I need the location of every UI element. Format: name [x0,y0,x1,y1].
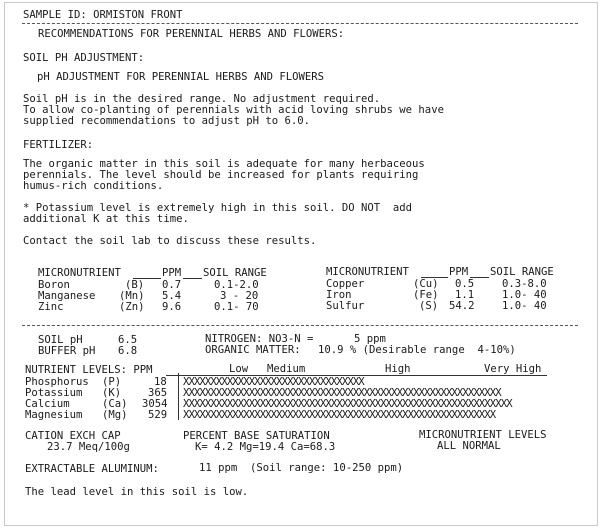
potassium-line-2: additional K at this time. [23,213,189,225]
micronutrient-levels-value: ALL NORMAL [437,440,501,452]
micro-row-symbol: (Mn) [119,290,145,302]
recommendations-title: RECOMMENDATIONS FOR PERENNIAL HERBS AND FLOWERS: [38,28,345,40]
micro-row-range: 1.0- 40 [502,300,547,312]
nutrient-levels-header: NUTRIENT LEVELS: PPM [25,364,153,376]
micro-row-ppm: 5.4 [162,290,182,302]
nutrient-row-name: Phosphorus [25,376,89,388]
nitrogen-label: NITROGEN: NO3-N = [205,333,314,345]
nutrient-row-name: Calcium [25,398,70,410]
micro-range-header-right: SOIL RANGE [490,266,554,278]
micro-row-name: Boron [38,279,70,291]
micro-row-name: Sulfur [326,300,365,312]
scale-high: High [385,363,411,375]
potassium-line-1: * Potassium level is extremely high in this soil. DO NOT add [23,202,413,214]
soil-ph-adjustment-heading: SOIL PH ADJUSTMENT: [23,52,145,64]
nutrient-row-symbol: (Mg) [102,409,128,421]
micro-row-ppm: 0.5 [455,278,475,290]
cation-exch-value: 23.7 Meq/100g [47,441,130,453]
micro-row-range: 0.3-8.0 [502,278,547,290]
nutrient-level-bar: XXXXXXXXXXXXXXXXXXXXXXXXXXXXXXXXX [183,376,364,388]
cation-exch-label: CATION EXCH CAP [25,430,121,442]
scale-low: Low [229,363,249,375]
micro-row-name: Manganese [38,290,96,302]
ph-adjustment-subheading: pH ADJUSTMENT FOR PERENNIAL HERBS AND FLOWERS [37,71,325,83]
nutrient-row-name: Potassium [25,387,83,399]
micro-header-left: MICRONUTRIENT [38,267,121,279]
organic-line-3: humus-rich conditions. [23,180,164,192]
micro-row-range: 3 - 20 [220,290,259,302]
nutrient-row-symbol: (Ca) [102,398,128,410]
micro-row-name: Zinc [38,301,64,313]
micro-row-ppm: 54.2 [449,300,475,312]
micro-row-ppm: 9.6 [162,301,182,313]
nutrient-row-name: Magnesium [25,409,83,421]
nutrient-level-bar: XXXXXXXXXXXXXXXXXXXXXXXXXXXXXXXXXXXXXXXXXXXXXXXXXXXXXXXXXXXX [183,398,512,410]
micro-ppm-header-left: PPM [162,267,182,279]
organic-matter-value: 10.9 % (Desirable range 4-10%) [318,344,516,356]
soil-ph-value: 6.5 [118,334,138,346]
nitrogen-value: 5 ppm [354,333,386,345]
scale-medium: Medium [267,363,306,375]
nutrient-row-ppm: 18 [154,376,167,388]
soil-ph-label: SOIL pH [38,334,83,346]
nutrient-level-bar: XXXXXXXXXXXXXXXXXXXXXXXXXXXXXXXXXXXXXXXXXXXXXXXXXXXXXXXXX [183,409,496,421]
micro-range-header-left: SOIL RANGE [203,267,267,279]
organic-line-2: perennials. The level should be increased for plants requiring [23,169,419,181]
micro-ppm-header-right: PPM [449,266,469,278]
level-axis-bar [178,373,179,420]
nutrient-row-ppm: 365 [148,387,168,399]
nutrient-level-bar: XXXXXXXXXXXXXXXXXXXXXXXXXXXXXXXXXXXXXXXXXXXXXXXXXXXXXXXXXX [183,387,501,399]
aluminum-value: 11 ppm (Soil range: 10-250 ppm) [199,462,404,474]
fertilizer-heading: FERTILIZER: [23,139,94,151]
nutrient-row-symbol: (K) [102,387,122,399]
ph-line-1: Soil pH is in the desired range. No adjustment required. [23,93,381,105]
nutrient-row-ppm: 3054 [142,398,168,410]
base-saturation-value: K= 4.2 Mg=19.4 Ca=68.3 [195,441,336,453]
ph-line-3: supplied recommendations to adjust pH to 6.0. [23,115,311,127]
organic-matter-label: ORGANIC MATTER: [205,344,301,356]
lead-line: The lead level in this soil is low. [25,486,249,498]
contact-line: Contact the soil lab to discuss these results. [23,235,317,247]
nutrient-row-ppm: 529 [148,409,168,421]
micro-header-right: MICRONUTRIENT [326,266,409,278]
sample-id: SAMPLE ID: ORMISTON FRONT [23,9,183,21]
ph-line-2: To allow co-planting of perennials with acid loving shrubs we have [23,104,444,116]
micro-row-ppm: 1.1 [455,289,475,301]
nutrient-row-symbol: (P) [102,376,122,388]
micro-row-range: 1.0- 40 [502,289,547,301]
aluminum-label: EXTRACTABLE ALUMINUM: [25,463,159,475]
micro-row-symbol: (Fe) [413,289,439,301]
top-rule [22,23,578,24]
organic-line-1: The organic matter in this soil is adequate for many herbaceous [23,158,425,170]
micro-row-ppm: 0.7 [162,279,182,291]
buffer-ph-label: BUFFER pH [38,345,96,357]
micro-row-symbol: (Zn) [119,301,145,313]
micro-row-symbol: (B) [125,279,145,291]
buffer-ph-value: 6.8 [118,345,138,357]
scale-very-high: Very High [484,363,542,375]
micro-row-name: Copper [326,278,365,290]
micro-row-range: 0.1-2.0 [214,279,259,291]
micronutrient-levels-label: MICRONUTRIENT LEVELS [419,429,547,441]
micro-row-symbol: (S) [419,300,439,312]
micro-row-name: Iron [326,289,352,301]
micro-row-symbol: (Cu) [413,278,439,290]
micro-header-underline-left-2 [183,278,202,279]
mid-rule [22,325,578,326]
micro-row-range: 0.1- 70 [214,301,259,313]
base-saturation-label: PERCENT BASE SATURATION [183,430,330,442]
